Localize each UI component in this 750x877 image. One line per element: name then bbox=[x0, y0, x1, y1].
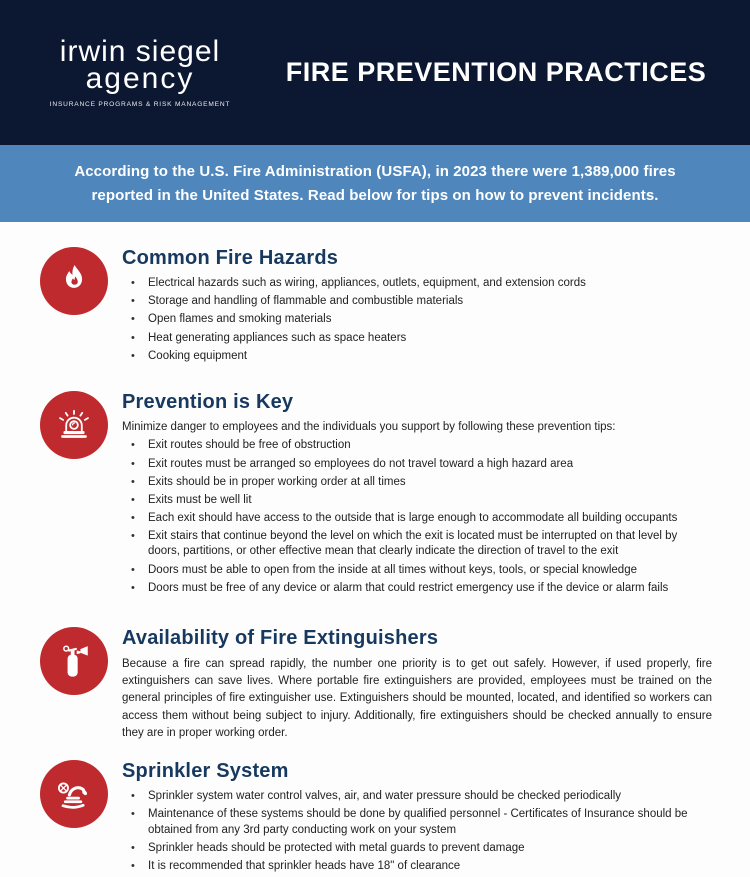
bullet-item: • Open flames and smoking materials bbox=[122, 312, 712, 327]
bullet-list bbox=[122, 276, 712, 364]
bullet-list bbox=[122, 438, 712, 596]
bullet-item: • Maintenance of these systems should be done by qualified personnel - Certificates of Insurance should be obtained from any 3rd party conducting work on your system bbox=[122, 807, 712, 837]
bullet-item: • Electrical hazards such as wiring, appliances, outlets, equipment, and extension cords bbox=[122, 276, 712, 291]
content bbox=[0, 222, 750, 877]
alarm-icon bbox=[52, 403, 96, 447]
bullet-item: • Exits should be in proper working order at all times bbox=[122, 475, 712, 490]
section-title: Availability of Fire Extinguishers bbox=[122, 626, 439, 649]
bullet-item: • Each exit should have access to the outside that is large enough to accommodate all building occupants bbox=[122, 511, 712, 526]
logo-text-line1: irwin siegel bbox=[59, 35, 221, 69]
intro-banner-text: According to the U.S. Fire Administration (USFA), in 2023 there were 1,389,000 fires reported in the United States. Read below for tips on how to prevent incidents. bbox=[74, 163, 676, 204]
bullet-item: • Doors must be able to open from the inside at all times without keys, tools, or special knowledge bbox=[122, 563, 712, 578]
bullet-item: • Exit stairs that continue beyond the level on which the exit is located must be interrupted on that level by doors, partitions, or other effective mean that clearly indicate the direction of travel to the exit bbox=[122, 529, 712, 559]
bullet-item: • Doors must be free of any device or alarm that could restrict emergency use if the device or alarm fails bbox=[122, 581, 712, 596]
bullet-item: • It is recommended that sprinkler heads have 18" of clearance bbox=[122, 859, 712, 874]
bullet-item: • Exit routes must be arranged so employees do not travel toward a high hazard area bbox=[122, 457, 712, 472]
bullet-item: • Storage and handling of flammable and combustible materials bbox=[122, 294, 712, 309]
fire-extinguisher-icon bbox=[52, 639, 96, 683]
page-title: FIRE PREVENTION PRACTICES bbox=[285, 57, 707, 87]
flame-icon bbox=[52, 259, 96, 303]
section-title: Common Fire Hazards bbox=[122, 247, 339, 269]
bullet-item: • Sprinkler system water control valves, air, and water pressure should be checked periodically bbox=[122, 789, 712, 804]
header bbox=[0, 0, 750, 145]
section bbox=[0, 391, 750, 599]
bullet-item: • Sprinkler heads should be protected with metal guards to prevent damage bbox=[122, 841, 712, 856]
section bbox=[0, 627, 750, 742]
section bbox=[0, 760, 750, 877]
bullet-item: • Exits must be well lit bbox=[122, 493, 712, 508]
section bbox=[0, 247, 750, 367]
bullet-item: • Exit routes should be free of obstruction bbox=[122, 438, 712, 453]
intro-banner bbox=[0, 145, 750, 222]
section-intro: Minimize danger to employees and the individuals you support by following these prevention tips: bbox=[122, 420, 616, 433]
sprinkler-icon bbox=[52, 772, 96, 816]
bullet-item: • Heat generating appliances such as space heaters bbox=[122, 331, 712, 346]
bullet-list bbox=[122, 789, 712, 874]
logo-text-line2: agency bbox=[85, 62, 195, 96]
company-logo bbox=[40, 37, 240, 108]
logo-tagline: INSURANCE PROGRAMS & RISK MANAGEMENT bbox=[49, 100, 231, 108]
section-paragraph: Because a fire can spread rapidly, the number one priority is to get out safely. However, if used properly, fire extinguishers can save lives. Where portable fire extinguishers are provided, employees must be trained on the general principles of fire extinguisher use. Extinguishers should be mounted, located, and identified so workers can access them without being subject to injury. Additionally, fire extinguishers should be checked annually to ensure they are in proper working order. bbox=[122, 657, 712, 739]
section-title: Prevention is Key bbox=[122, 390, 294, 413]
bullet-item: • Cooking equipment bbox=[122, 349, 712, 364]
section-title: Sprinkler System bbox=[122, 760, 289, 783]
